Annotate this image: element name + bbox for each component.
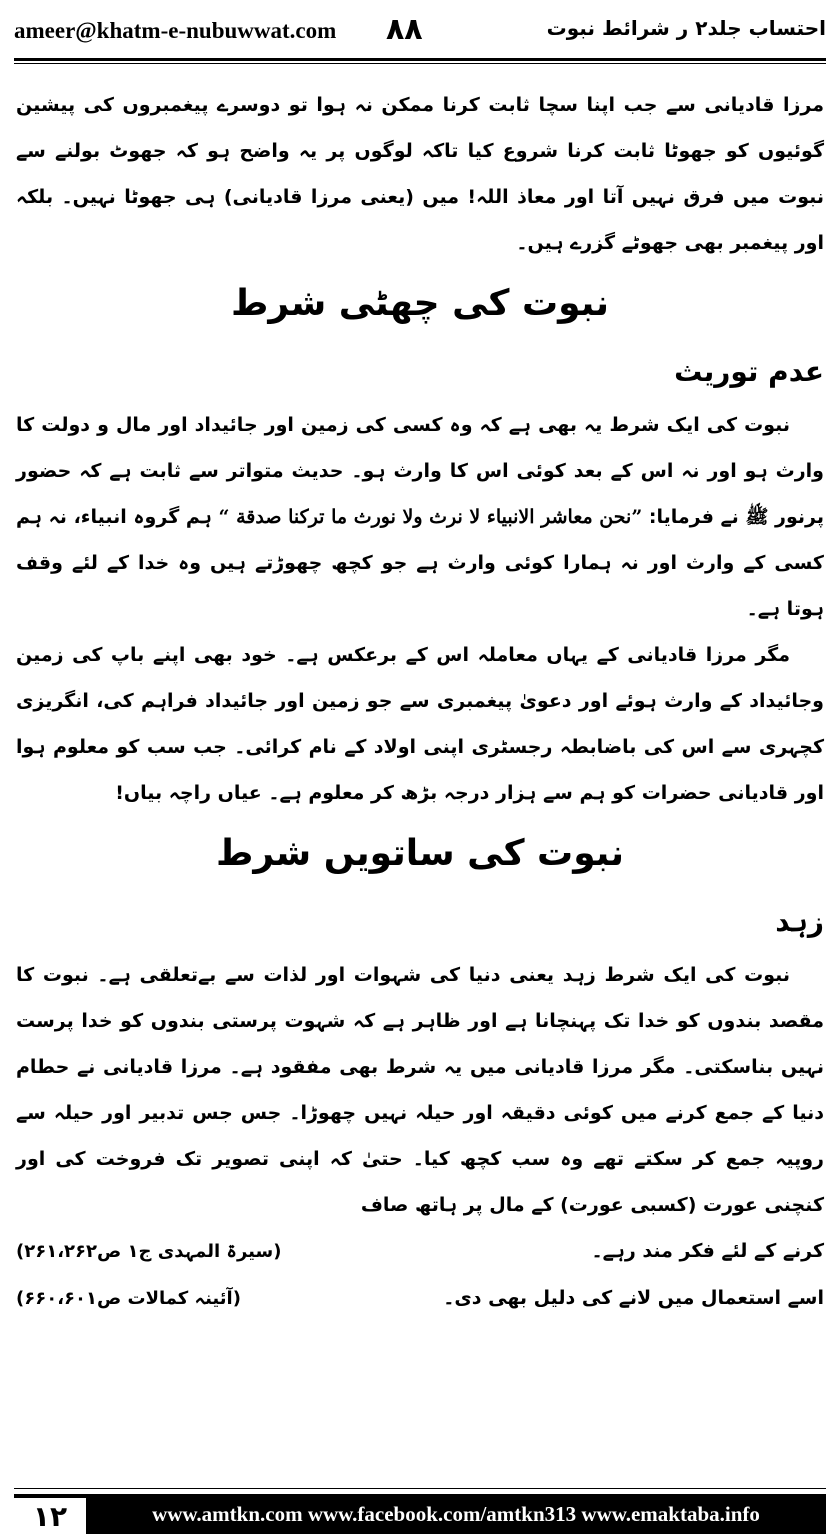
page-body bbox=[16, 82, 824, 1322]
footer-page-number: ١٢ bbox=[14, 1494, 86, 1534]
page-header bbox=[14, 12, 826, 54]
header-page-number: ٨٨ bbox=[386, 12, 423, 47]
section7-paragraph-1: نبوت کی ایک شرط زہد یعنی دنیا کی شہوات اور لذات سے بےتعلقی ہے۔ نبوت کا مقصد بندوں کو خدا تک پہنچانا ہے اور ظاہر ہے کہ شہوت پرستی بندوں کو خدا پرست نہیں بناسکتی۔ مگر مرزا قادیانی میں یہ شرط بھی مفقود ہے۔ مرزا قادیانی نے حطام دنیا کے جمع کرنے میں کوئی دقیقہ اور حیلہ نہیں چھوڑا۔ جس جس تدبیر اور حیلہ سے روپیہ جمع کر سکتے تھے وہ سب کچھ کیا۔ حتیٰ کہ اپنی تصویر تک فروخت کی اور کنچنی عورت (کسبی عورت) کے مال پر ہاتھ صاف bbox=[16, 964, 824, 1216]
header-rule bbox=[14, 58, 826, 61]
section6-para1-after: ہم گروہ انبیاء، نہ ہم کسی کے وارث اور نہ ہمارا کوئی وارث ہے جو کچھ چھوڑتے ہیں وہ خدا کے لئے وقف ہوتا ہے۔ bbox=[16, 506, 824, 620]
citation-aaina-kamalat: (آئینہ کمالات ص۶۶۰،۶۰۱) bbox=[16, 1288, 241, 1309]
intro-paragraph: مرزا قادیانی سے جب اپنا سچا ثابت کرنا ممکن نہ ہوا تو دوسرے پیغمبروں کی پیشین گوئیوں کو جھوٹا ثابت کرنا شروع کیا تاکہ لوگوں پر یہ واضح ہو کہ جھوٹ بولنے سے نبوت میں فرق نہیں آتا اور معاذ اللہ! میں (یعنی مرزا قادیانی) ہی جھوٹا نہیں۔ بلکہ اور پیغمبر بھی جھوٹے گزرے ہیں۔ bbox=[16, 94, 824, 254]
page-footer bbox=[14, 1494, 826, 1534]
section7-last-line: کرنے کے لئے فکر مند رہے۔ bbox=[591, 1240, 824, 1262]
header-book-title: احتساب جلد۲ ر شرائط نبوت bbox=[546, 16, 826, 40]
header-rule-thin bbox=[14, 63, 826, 64]
header-email[interactable]: ameer@khatm-e-nubuwwat.com bbox=[14, 18, 337, 43]
subheading-adam-e-tauris: عدم توریث bbox=[674, 355, 824, 388]
hadith-quote: ”نحن معاشر الانبیاء لا نرث ولا نورث ما ترکنا صدقة “ bbox=[218, 506, 643, 528]
footer-links[interactable]: www.amtkn.com www.facebook.com/amtkn313 www.emaktaba.info bbox=[86, 1494, 826, 1534]
citation-line-1 bbox=[16, 1228, 824, 1275]
section6-paragraph-1 bbox=[16, 402, 824, 632]
section-title-seventh-condition: نبوت کی ساتویں شرط bbox=[215, 833, 625, 874]
section7-extra-line: اسے استعمال میں لانے کی دلیل بھی دی۔ bbox=[443, 1287, 824, 1309]
section6-paragraph-2: مگر مرزا قادیانی کے یہاں معاملہ اس کے برعکس ہے۔ خود بھی اپنے باپ کی زمین وجائیداد کے وارث ہوئے اور دعویٰ پیغمبری سے جو زمین اور جائیداد فراہم کی، انگریزی کچہری سے اس کی باضابطہ رجسٹری اپنی اولاد کے نام کرائی۔ جب سب کو معلوم ہوا اور قادیانی حضرات کو ہم سے ہزار درجہ بڑھ کر معلوم ہے۔ عیاں راچہ بیاں! bbox=[16, 644, 824, 804]
section6-para1-before: نبوت کی ایک شرط یہ بھی ہے کہ وہ کسی کی زمین اور جائیداد اور مال و دولت کا وارث ہو اور نہ اس کے بعد کوئی اس کا وارث ہو۔ حدیث متواتر سے ثابت ہے کہ حضور پرنور ﷺ نے فرمایا: bbox=[16, 414, 824, 528]
section-title-sixth-condition: نبوت کی چھٹی شرط bbox=[231, 283, 609, 324]
citation-line-2 bbox=[16, 1275, 824, 1322]
citation-seerat-ul-mahdi: (سیرۃ المہدی ج۱ ص۲۶۱،۲۶۲) bbox=[16, 1241, 282, 1262]
subheading-zuhd: زہد bbox=[775, 905, 824, 938]
footer-rule bbox=[14, 1488, 826, 1489]
